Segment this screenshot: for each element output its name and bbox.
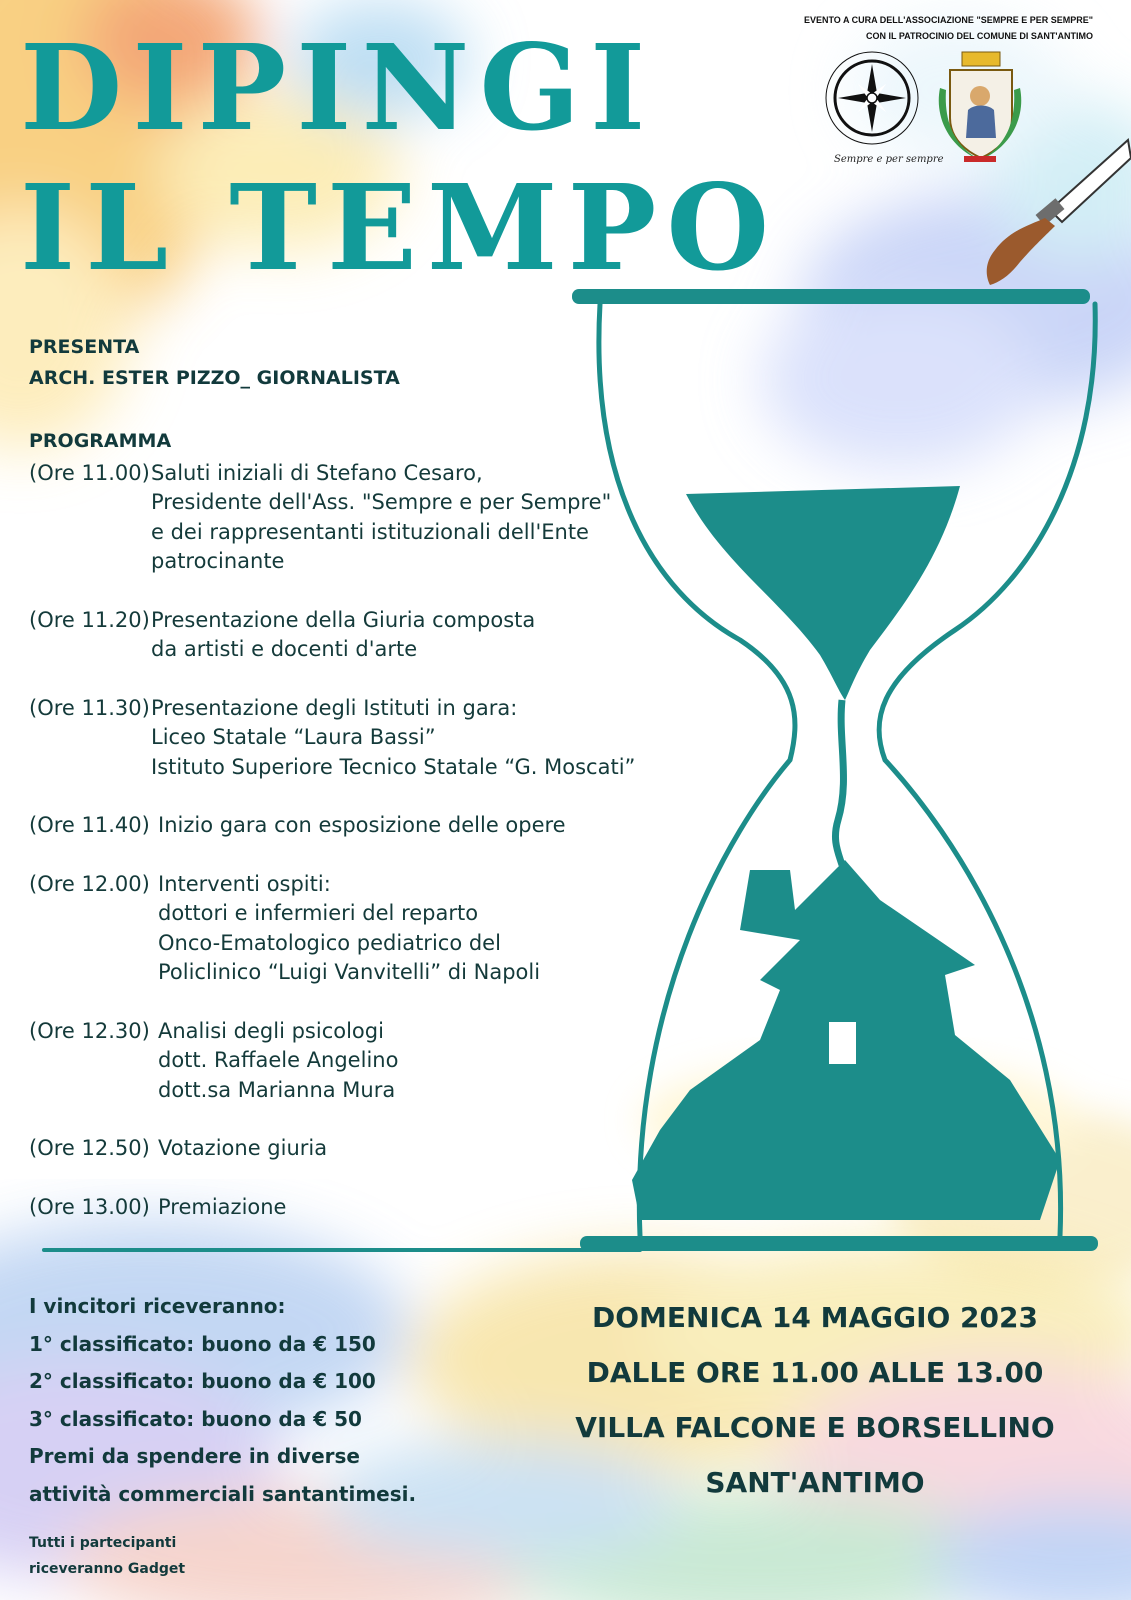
prize-first: 1° classificato: buono da € 150	[29, 1331, 376, 1356]
program-time: (Ore 11.20)	[29, 607, 150, 632]
program-item	[29, 1134, 709, 1164]
program-item	[29, 1193, 709, 1223]
upper-sand	[686, 486, 960, 700]
program-section	[29, 427, 709, 1251]
program-time: (Ore 12.50)	[29, 1136, 150, 1160]
program-line: Onco-Ematologico pediatrico del	[158, 930, 501, 955]
program-time: (Ore 13.00)	[29, 1194, 150, 1219]
presenta-label: PRESENTA	[29, 336, 140, 358]
program-item	[29, 694, 709, 783]
program-line: Liceo Statale “Laura Bassi”	[151, 725, 436, 749]
program-line: patrocinante	[151, 549, 285, 573]
prizes-note-line-1: Premi da spendere in diverse	[29, 1444, 360, 1468]
prizes-heading: I vincitori riceveranno:	[29, 1294, 286, 1318]
logos	[822, 48, 1052, 178]
poster-title	[20, 18, 779, 298]
program-item	[29, 459, 709, 577]
program-item	[29, 1017, 709, 1106]
prize-third: 3° classificato: buono da € 50	[29, 1406, 362, 1431]
association-signature: Sempre e per sempre	[834, 154, 944, 165]
event-hours: DALLE ORE 11.00 ALLE 13.00	[586, 1356, 1044, 1389]
gadget-note	[29, 1530, 185, 1582]
program-line: da artisti e docenti d'arte	[151, 637, 418, 661]
program-time: (Ore 11.30)	[29, 695, 150, 720]
program-item	[29, 870, 709, 988]
program-line: Saluti iniziali di Stefano Cesaro,	[151, 460, 483, 485]
program-line: Istituto Superiore Tecnico Statale “G. Moscati”	[151, 754, 636, 779]
program-line: dott. Raffaele Angelino	[158, 1048, 399, 1072]
program-time: (Ore 11.00)	[29, 460, 150, 485]
event-place: VILLA FALCONE E BORSELLINO	[575, 1411, 1055, 1444]
program-line: Analisi degli psicologi	[158, 1018, 384, 1043]
program-line: Presentazione degli Istituti in gara:	[151, 695, 518, 720]
presenter-name: ARCH. ESTER PIZZO_ GIORNALISTA	[29, 367, 400, 389]
program-time: (Ore 11.40)	[29, 813, 150, 837]
event-info	[530, 1290, 1100, 1510]
coat-of-arms-icon	[930, 48, 1030, 168]
gadget-line-1: Tutti i partecipanti	[29, 1535, 177, 1551]
program-heading: PROGRAMMA	[29, 430, 172, 452]
program-line: Policlinico “Luigi Vanvitelli” di Napoli	[158, 960, 541, 984]
program-line: e dei rappresentanti istituzionali dell'Ente	[151, 519, 589, 544]
program-line: Inizio gara con esposizione delle opere	[158, 813, 566, 837]
title-line-2: IL TEMPO	[20, 158, 780, 297]
gadget-line-2: riceveranno Gadget	[29, 1561, 186, 1577]
program-item	[29, 811, 709, 841]
program-item	[29, 606, 709, 665]
credits-line-2: CON IL PATROCINIO DEL COMUNE DI SANT'ANTIMO	[866, 31, 1093, 41]
program-line: Votazione giuria	[158, 1136, 328, 1160]
title-line-1: DIPINGI	[20, 18, 656, 157]
divider-line	[42, 1248, 642, 1252]
event-city: SANT'ANTIMO	[705, 1466, 925, 1499]
program-line: Premiazione	[158, 1194, 287, 1219]
credits-line-1: EVENTO A CURA DELL'ASSOCIAZIONE "SEMPRE E PER SEMPRE"	[803, 15, 1093, 25]
program-line: Interventi ospiti:	[158, 871, 331, 896]
presenter-section	[29, 332, 400, 394]
prize-second: 2° classificato: buono da € 100	[29, 1369, 376, 1393]
program-time: (Ore 12.00)	[29, 871, 150, 896]
event-date: DOMENICA 14 MAGGIO 2023	[592, 1301, 1038, 1334]
program-line: dott.sa Marianna Mura	[158, 1077, 396, 1102]
house-window	[829, 1022, 856, 1064]
prizes-section	[29, 1288, 416, 1513]
compass-rose-icon	[822, 48, 922, 148]
prizes-note-line-2: attività commerciali santantimesi.	[29, 1481, 417, 1506]
organizer-credits	[804, 12, 1093, 44]
program-line: Presidente dell'Ass. "Sempre e per Sempre"	[151, 490, 612, 514]
program-time: (Ore 12.30)	[29, 1018, 150, 1043]
sand-stream	[835, 700, 843, 865]
program-line: dottori e infermieri del reparto	[158, 901, 479, 925]
program-line: Presentazione della Giuria composta	[151, 607, 536, 632]
